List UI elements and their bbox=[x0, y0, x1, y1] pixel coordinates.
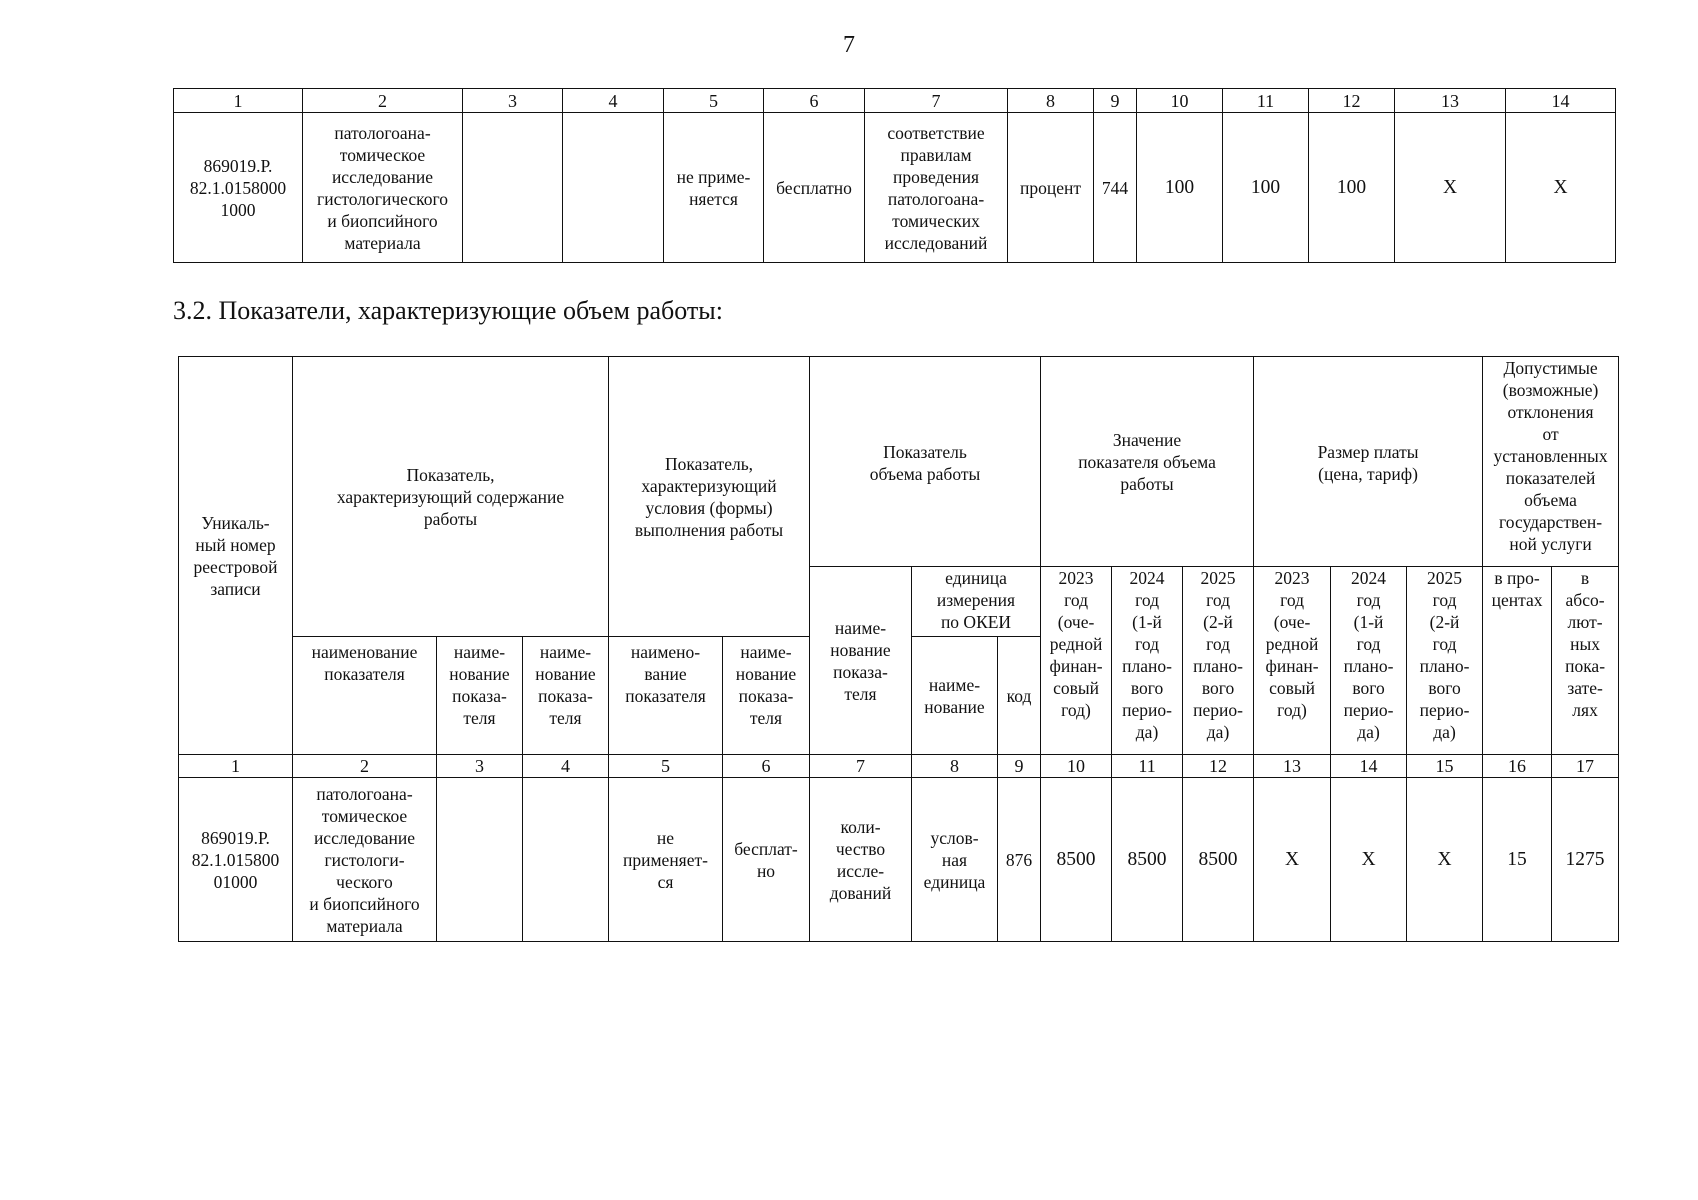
condition-name-header: наимено- вание показателя bbox=[609, 637, 723, 755]
col-number: 9 bbox=[1094, 89, 1137, 113]
value-cell: 100 bbox=[1223, 113, 1309, 263]
condition-name-header: наиме- нование показа- теля bbox=[723, 637, 810, 755]
col-number: 5 bbox=[609, 755, 723, 778]
content-group-header: Показатель, характеризующий содержание работы bbox=[293, 357, 609, 637]
unit-code-cell: 744 bbox=[1094, 113, 1137, 263]
content-name-header: наименование показателя bbox=[293, 637, 437, 755]
condition-cell: не применяет- ся bbox=[609, 778, 723, 942]
col-number: 2 bbox=[303, 89, 463, 113]
condition-cell: бесплатно bbox=[764, 113, 865, 263]
deviation-group-header: Допустимые (возможные) отклонения от установленных показателей объема государствен- ной услуги bbox=[1483, 357, 1619, 567]
content-indicator-cell: патологоана- томическое исследование гистологического и биопсийного материала bbox=[303, 113, 463, 263]
price-2023-header: 2023 год (оче- редной финан- совый год) bbox=[1254, 567, 1331, 755]
volume-indicator-cell: коли- чество иссле- дований bbox=[810, 778, 912, 942]
quality-indicators-table bbox=[173, 88, 1616, 263]
col-number: 15 bbox=[1407, 755, 1483, 778]
col-number: 11 bbox=[1223, 89, 1309, 113]
condition-cell: не приме- няется bbox=[664, 113, 764, 263]
volume-name-header: наиме- нование показа- теля bbox=[810, 567, 912, 755]
conditions-group-header: Показатель, характеризующий условия (формы) выполнения работы bbox=[609, 357, 810, 637]
volume-group-header: Показатель объема работы bbox=[810, 357, 1041, 567]
price-cell: X bbox=[1407, 778, 1483, 942]
condition-cell: бесплат- но bbox=[723, 778, 810, 942]
col-number: 5 bbox=[664, 89, 764, 113]
price-2024-header: 2024 год (1-й год плано- вого перио- да) bbox=[1331, 567, 1407, 755]
unit-code-cell: 876 bbox=[998, 778, 1041, 942]
col-number: 7 bbox=[810, 755, 912, 778]
content-name-header: наиме- нование показа- теля bbox=[437, 637, 523, 755]
col-number: 1 bbox=[174, 89, 303, 113]
col-number: 10 bbox=[1137, 89, 1223, 113]
col-number: 3 bbox=[463, 89, 563, 113]
table-row bbox=[179, 778, 1619, 942]
col-number: 17 bbox=[1552, 755, 1619, 778]
empty-cell bbox=[563, 113, 664, 263]
deviation-cell: X bbox=[1395, 113, 1506, 263]
value-cell: 100 bbox=[1137, 113, 1223, 263]
deviation-percent-header: в про- центах bbox=[1483, 567, 1552, 755]
section-heading: 3.2. Показатели, характеризующие объем работы: bbox=[173, 296, 723, 325]
value-cell: 8500 bbox=[1183, 778, 1254, 942]
value-cell: 8500 bbox=[1112, 778, 1183, 942]
empty-cell bbox=[463, 113, 563, 263]
col-number: 4 bbox=[563, 89, 664, 113]
col-number: 13 bbox=[1395, 89, 1506, 113]
table-row bbox=[174, 113, 1616, 263]
col-number: 14 bbox=[1331, 755, 1407, 778]
price-2025-header: 2025 год (2-й год плано- вого перио- да) bbox=[1407, 567, 1483, 755]
value-cell: 100 bbox=[1309, 113, 1395, 263]
column-number-row bbox=[179, 755, 1619, 778]
col-number: 8 bbox=[912, 755, 998, 778]
value-group-header: Значение показателя объема работы bbox=[1041, 357, 1254, 567]
col-number: 2 bbox=[293, 755, 437, 778]
col-number: 14 bbox=[1506, 89, 1616, 113]
deviation-cell: 15 bbox=[1483, 778, 1552, 942]
unit-code-header: код bbox=[998, 637, 1041, 755]
value-cell: 8500 bbox=[1041, 778, 1112, 942]
deviation-absolute-header: в абсо- лют- ных пока- зате- лях bbox=[1552, 567, 1619, 755]
registry-number-cell: 869019.Р. 82.1.015800 01000 bbox=[179, 778, 293, 942]
volume-indicators-table bbox=[178, 356, 1619, 942]
col-number: 1 bbox=[179, 755, 293, 778]
year-2023-header: 2023 год (оче- редной финан- совый год) bbox=[1041, 567, 1112, 755]
col-number: 6 bbox=[764, 89, 865, 113]
unit-name-header: наиме- нование bbox=[912, 637, 998, 755]
col-number: 7 bbox=[865, 89, 1008, 113]
content-name-header: наиме- нование показа- теля bbox=[523, 637, 609, 755]
col-number: 4 bbox=[523, 755, 609, 778]
col-number: 11 bbox=[1112, 755, 1183, 778]
col-number: 3 bbox=[437, 755, 523, 778]
col-number: 9 bbox=[998, 755, 1041, 778]
col-number: 16 bbox=[1483, 755, 1552, 778]
price-cell: X bbox=[1254, 778, 1331, 942]
col-number: 13 bbox=[1254, 755, 1331, 778]
header-row bbox=[179, 357, 1619, 567]
col-number: 6 bbox=[723, 755, 810, 778]
col-number: 12 bbox=[1183, 755, 1254, 778]
col-number: 12 bbox=[1309, 89, 1395, 113]
empty-cell bbox=[523, 778, 609, 942]
price-group-header: Размер платы (цена, тариф) bbox=[1254, 357, 1483, 567]
unit-group-header: единица измерения по ОКЕИ bbox=[912, 567, 1041, 637]
unit-name-cell: процент bbox=[1008, 113, 1094, 263]
empty-cell bbox=[437, 778, 523, 942]
col-number: 10 bbox=[1041, 755, 1112, 778]
column-number-row bbox=[174, 89, 1616, 113]
year-2025-header: 2025 год (2-й год плано- вого перио- да) bbox=[1183, 567, 1254, 755]
col-number: 8 bbox=[1008, 89, 1094, 113]
registry-number-header: Уникаль- ный номер реестровой записи bbox=[179, 357, 293, 755]
quality-indicator-cell: соответствие правилам проведения патологоана- томических исследований bbox=[865, 113, 1008, 263]
deviation-cell: X bbox=[1506, 113, 1616, 263]
content-indicator-cell: патологоана- томическое исследование гистологи- ческого и биопсийного материала bbox=[293, 778, 437, 942]
unit-name-cell: услов- ная единица bbox=[912, 778, 998, 942]
price-cell: X bbox=[1331, 778, 1407, 942]
registry-number-cell: 869019.Р. 82.1.0158000 1000 bbox=[174, 113, 303, 263]
page-number: 7 bbox=[843, 32, 855, 58]
deviation-cell: 1275 bbox=[1552, 778, 1619, 942]
year-2024-header: 2024 год (1-й год плано- вого перио- да) bbox=[1112, 567, 1183, 755]
